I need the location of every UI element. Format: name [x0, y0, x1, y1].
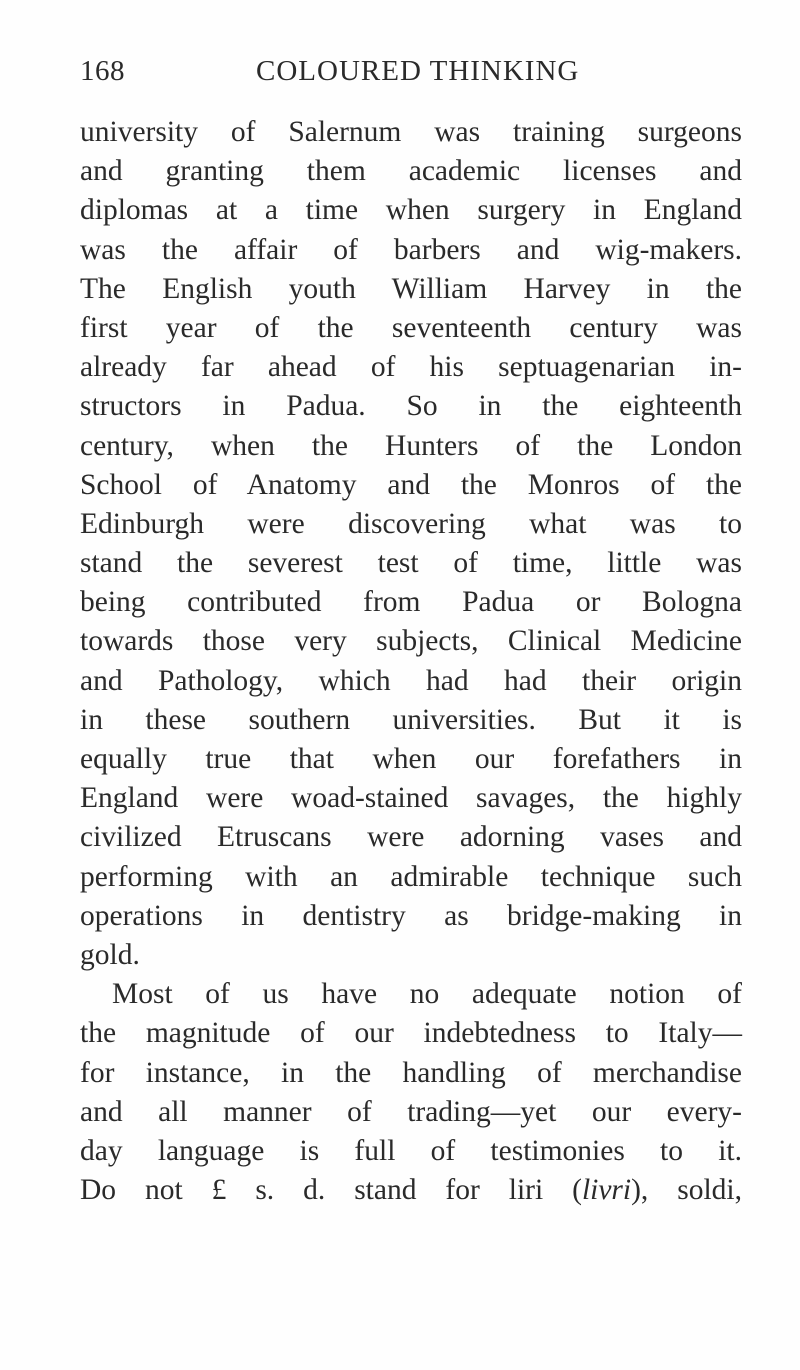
paragraph: [80, 975, 742, 1210]
text-run: Do not £ s. d. stand for liri (: [80, 1174, 582, 1207]
text-line: structors in Padua. So in the eighteenth: [80, 390, 742, 423]
text-line: [80, 1171, 742, 1210]
running-head: [80, 55, 740, 95]
text-line: century, when the Hunters of the London: [80, 429, 742, 462]
text-line: day language is full of testimonies to it.: [80, 1134, 742, 1167]
text-line: first year of the seventeenth century was: [80, 311, 742, 344]
text-line: in these southern universities. But it is: [80, 703, 742, 736]
text-line: already far ahead of his septuagenarian in-: [80, 351, 742, 384]
text-line: performing with an admirable technique such: [80, 860, 742, 893]
text-line: School of Anatomy and the Monros of the: [80, 468, 742, 501]
text-line: the magnitude of our indebtedness to Italy—: [80, 1017, 742, 1050]
body-text: [80, 113, 742, 1210]
text-run: ), soldi,: [631, 1174, 742, 1207]
page-number: 168: [80, 55, 125, 87]
text-line: gold.: [80, 938, 140, 971]
text-line: equally true that when our forefathers in: [80, 743, 742, 775]
text-line: Most of us have no adequate notion of: [112, 978, 742, 1011]
text-line: England were woad-stained savages, the highly: [80, 782, 742, 815]
text-line: operations in dentistry as bridge-making in: [80, 899, 742, 932]
text-line: and all manner of trading—yet our every-: [80, 1095, 742, 1128]
text-line: for instance, in the handling of merchandise: [80, 1056, 742, 1089]
text-line: and Pathology, which had had their origin: [80, 664, 742, 697]
text-line: was the affair of barbers and wig-makers.: [80, 233, 742, 266]
text-line: diplomas at a time when surgery in England: [80, 194, 742, 227]
text-line: The English youth William Harvey in the: [80, 272, 742, 305]
text-line: towards those very subjects, Clinical Medicine: [80, 625, 742, 658]
text-line: being contributed from Padua or Bologna: [80, 586, 742, 619]
paragraph: [80, 113, 742, 975]
running-title: COLOURED THINKING: [256, 55, 580, 87]
italic-word: livri: [581, 1174, 632, 1207]
text-line: Edinburgh were discovering what was to: [80, 507, 742, 540]
text-line: university of Salernum was training surgeons: [80, 116, 742, 148]
text-line: stand the severest test of time, little was: [80, 547, 742, 580]
text-line: and granting them academic licenses and: [80, 155, 742, 188]
text-line: civilized Etruscans were adorning vases and: [80, 821, 742, 854]
